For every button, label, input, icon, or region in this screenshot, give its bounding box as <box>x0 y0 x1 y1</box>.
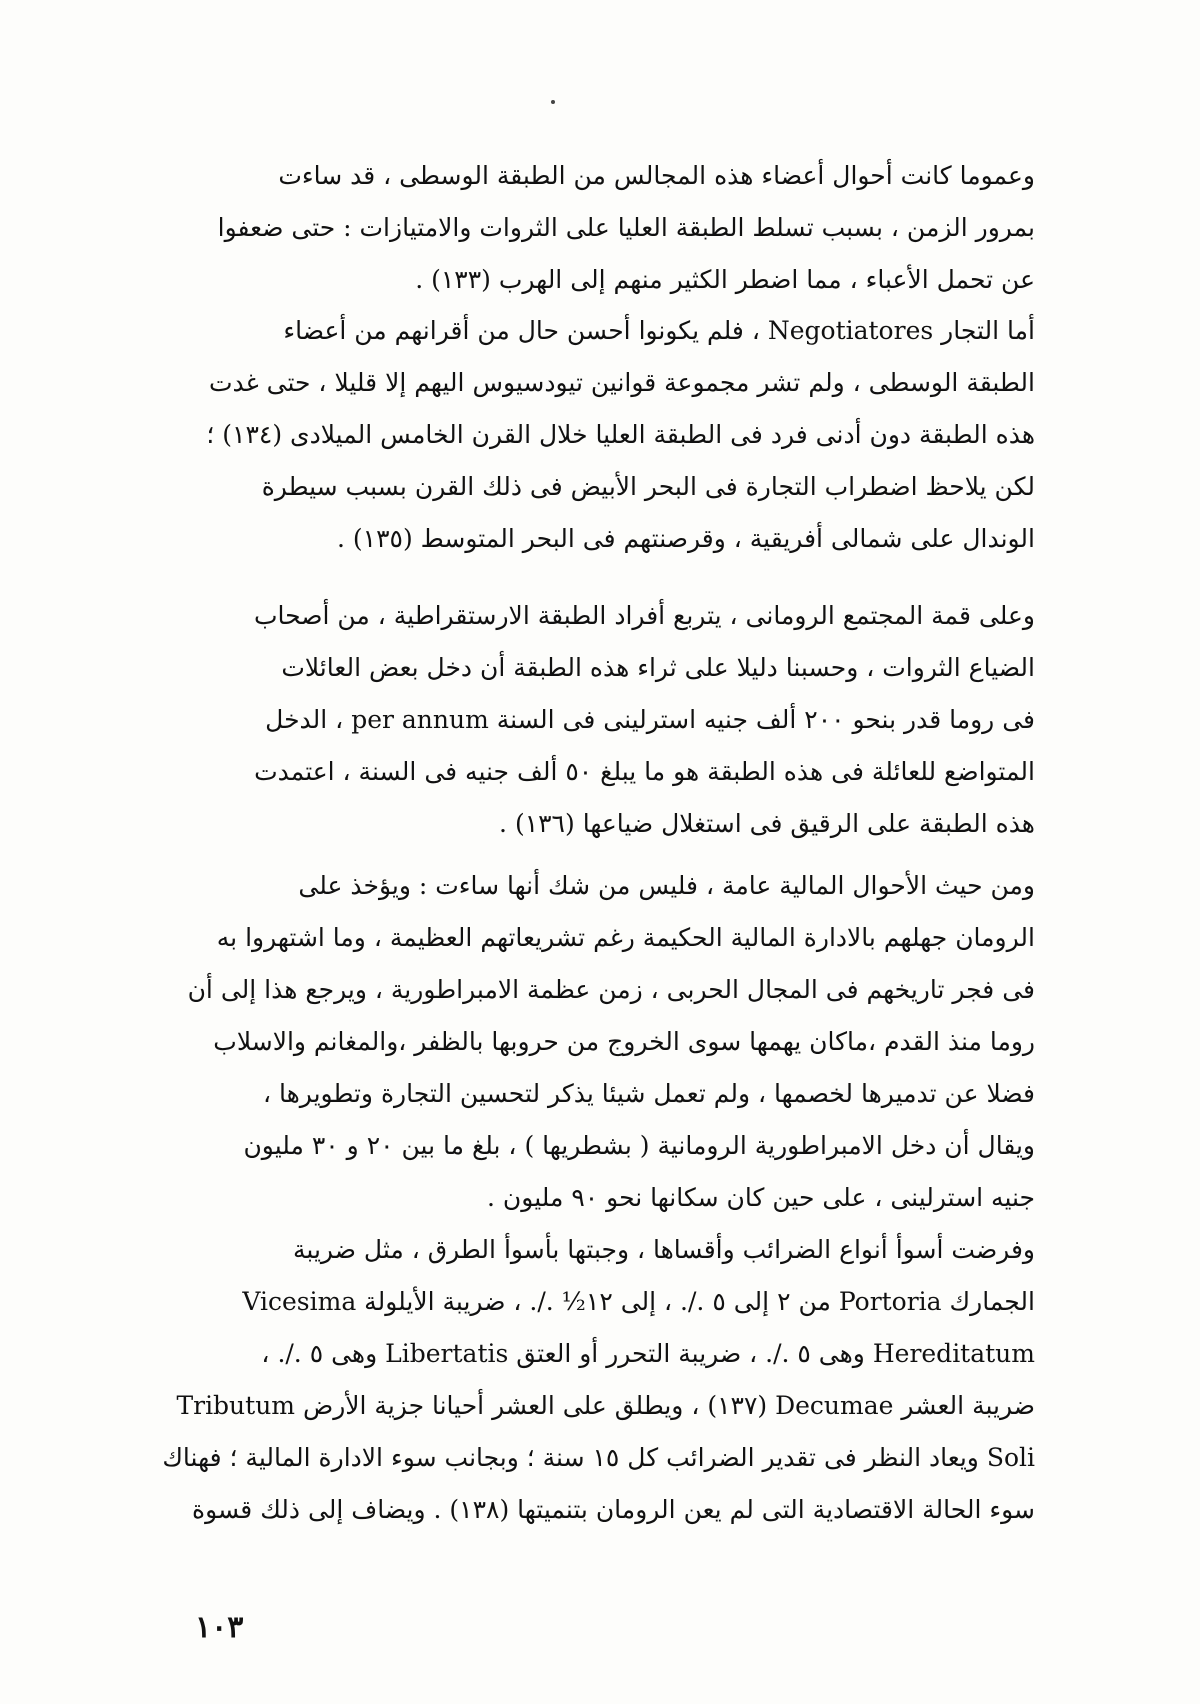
text-line: الجمارك Portoria من ٢ إلى ٥ ./. ، إلى ١٢½ ./. ، ضريبة الأيلولة Vicesima <box>242 1287 1035 1316</box>
text-line: Soli ويعاد النظر فى تقدير الضرائب كل ١٥ سنة ؛ وبجانب سوء الادارة المالية ؛ فهناك <box>162 1443 1035 1472</box>
paragraph-5 <box>162 1224 1035 1536</box>
text-line: أما التجار Negotiatores ، فلم يكونوا أحسن حال من أقرانهم من أعضاء <box>283 316 1035 345</box>
page-number: ١٠٣ <box>195 1610 244 1645</box>
text-line: جنيه استرلينى ، على حين كان سكانها نحو ٩٠ مليون . <box>487 1183 1035 1212</box>
text-line: Hereditatum وهى ٥ ./. ، ضريبة التحرر أو العتق Libertatis وهى ٥ ./. ، <box>261 1339 1035 1368</box>
text-line: سوء الحالة الاقتصادية التى لم يعن الرومان بتنميتها (١٣٨) . ويضاف إلى ذلك قسوة <box>191 1495 1035 1524</box>
paragraph-1 <box>195 150 1035 306</box>
text-line: عن تحمل الأعباء ، مما اضطر الكثير منهم إلى الهرب (١٣٣) . <box>415 265 1035 294</box>
document-page <box>162 0 1035 1704</box>
text-line: الضياع الثروات ، وحسبنا دليلا على ثراء هذه الطبقة أن دخل بعض العائلات <box>281 653 1035 682</box>
text-line: الوندال على شمالى أفريقية ، وقرصنتهم فى البحر المتوسط (١٣٥) . <box>337 524 1035 553</box>
text-line: لكن يلاحظ اضطراب التجارة فى البحر الأبيض فى ذلك القرن بسبب سيطرة <box>261 472 1035 501</box>
paragraph-3 <box>195 590 1035 850</box>
text-line: فى روما قدر بنحو ٢٠٠ ألف جنيه استرلينى فى السنة per annum ، الدخل <box>265 705 1035 734</box>
text-line: فى فجر تاريخهم فى المجال الحربى ، زمن عظمة الامبراطورية ، ويرجع هذا إلى أن <box>187 975 1035 1004</box>
text-line: فضلا عن تدميرها لخصمها ، ولم تعمل شيئا يذكر لتحسين التجارة وتطويرها ، <box>262 1079 1035 1108</box>
text-line: الرومان جهلهم بالادارة المالية الحكيمة رغم تشريعاتهم العظيمة ، وما اشتهروا به <box>216 923 1035 952</box>
text-line: هذه الطبقة على الرقيق فى استغلال ضياعها (١٣٦) . <box>499 809 1035 838</box>
text-line: هذه الطبقة دون أدنى فرد فى الطبقة العليا خلال القرن الخامس الميلادى (١٣٤) ؛ <box>206 420 1035 449</box>
ink-speck <box>551 100 555 104</box>
text-line: ويقال أن دخل الامبراطورية الرومانية ( بشطريها ) ، بلغ ما بين ٢٠ و ٣٠ مليون <box>243 1131 1035 1160</box>
text-line: ضريبة العشر Decumae (١٣٧) ، ويطلق على العشر أحيانا جزية الأرض Tributum <box>176 1391 1035 1420</box>
text-line: وعموما كانت أحوال أعضاء هذه المجالس من الطبقة الوسطى ، قد ساءت <box>278 161 1035 190</box>
text-line: الطبقة الوسطى ، ولم تشر مجموعة قوانين تيودسيوس اليهم إلا قليلا ، حتى غدت <box>208 368 1035 397</box>
text-line: وعلى قمة المجتمع الرومانى ، يتربع أفراد الطبقة الارستقراطية ، من أصحاب <box>253 601 1035 630</box>
text-line: روما منذ القدم ،ماكان يهمها سوى الخروج من حروبها بالظفر ،والمغانم والاسلاب <box>213 1027 1035 1056</box>
paragraph-2 <box>195 305 1035 565</box>
text-line: وفرضت أسوأ أنواع الضرائب وأقساها ، وجبتها بأسوأ الطرق ، مثل ضريبة <box>293 1235 1035 1264</box>
paragraph-4 <box>187 860 1035 1224</box>
text-line: بمرور الزمن ، بسبب تسلط الطبقة العليا على الثروات والامتيازات : حتى ضعفوا <box>217 213 1035 242</box>
text-line: ومن حيث الأحوال المالية عامة ، فليس من شك أنها ساءت : ويؤخذ على <box>298 871 1035 900</box>
text-line: المتواضع للعائلة فى هذه الطبقة هو ما يبلغ ٥٠ ألف جنيه فى السنة ، اعتمدت <box>254 757 1035 786</box>
